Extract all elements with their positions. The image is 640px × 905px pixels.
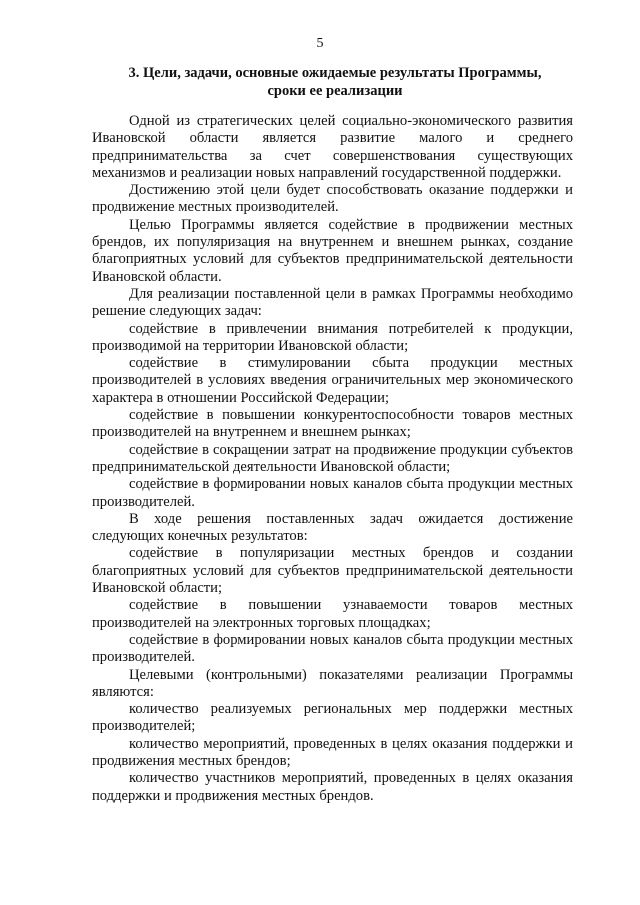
indicator-item: количество реализуемых региональных мер поддержки местных производителей; [92,701,573,735]
section-heading-line-2: сроки ее реализации [267,83,403,99]
paragraph-indicators-intro: Целевыми (контрольными) показателями реализации Программы являются: [92,666,573,700]
indicator-item: количество участников мероприятий, проведенных в целях оказания поддержки и продвижения местных брендов. [92,770,573,804]
task-item: содействие в формировании новых каналов сбыта продукции местных производителей. [92,476,573,510]
result-item: содействие в формировании новых каналов сбыта продукции местных производителей. [92,631,573,666]
paragraph-tasks-intro: Для реализации поставленной цели в рамках Программы необходимо решение следующих задач: [92,285,573,320]
task-item: содействие в сокращении затрат на продвижение продукции субъектов предпринимательской деятельности Ивановской области; [92,441,573,475]
indicator-item: количество мероприятий, проведенных в целях оказания поддержки и продвижения местных брендов; [92,735,573,769]
section-body [92,113,573,805]
task-item: содействие в привлечении внимания потребителей к продукции, производимой на территории Ивановской области; [92,320,573,354]
section-heading [95,64,575,100]
paragraph-results-intro: В ходе решения поставленных задач ожидается достижение следующих конечных результатов: [92,510,573,545]
paragraph-strategic-goal: Одной из стратегических целей социально-экономического развития Ивановской области является развитие малого и среднего предпринимательства за счет совершенствования существующих механизмов и реализации новых направлений государственной поддержки. [92,113,573,181]
paragraph-program-goal: Целью Программы является содействие в продвижении местных брендов, их популяризация на внутреннем и внешнем рынках, создание благоприятных условий для субъектов предпринимательской деятельности Ивановской области. [92,216,573,285]
result-item: содействие в популяризации местных брендов и создании благоприятных условий для субъектов предпринимательской деятельности Ивановской области; [92,545,573,597]
result-item: содействие в повышении узнаваемости товаров местных производителей на электронных торговых площадках; [92,597,573,631]
page-number: 5 [316,36,324,51]
paragraph-goal-support: Достижению этой цели будет способствовать оказание поддержки и продвижение местных производителей. [92,182,573,216]
task-item: содействие в повышении конкурентоспособности товаров местных производителей на внутреннем и внешнем рынках; [92,407,573,441]
section-heading-line-1: 3. Цели, задачи, основные ожидаемые результаты Программы, [128,65,542,81]
task-item: содействие в стимулировании сбыта продукции местных производителей в условиях введения ограничительных мер экономического характера в отношении Российской Федерации; [92,355,573,406]
